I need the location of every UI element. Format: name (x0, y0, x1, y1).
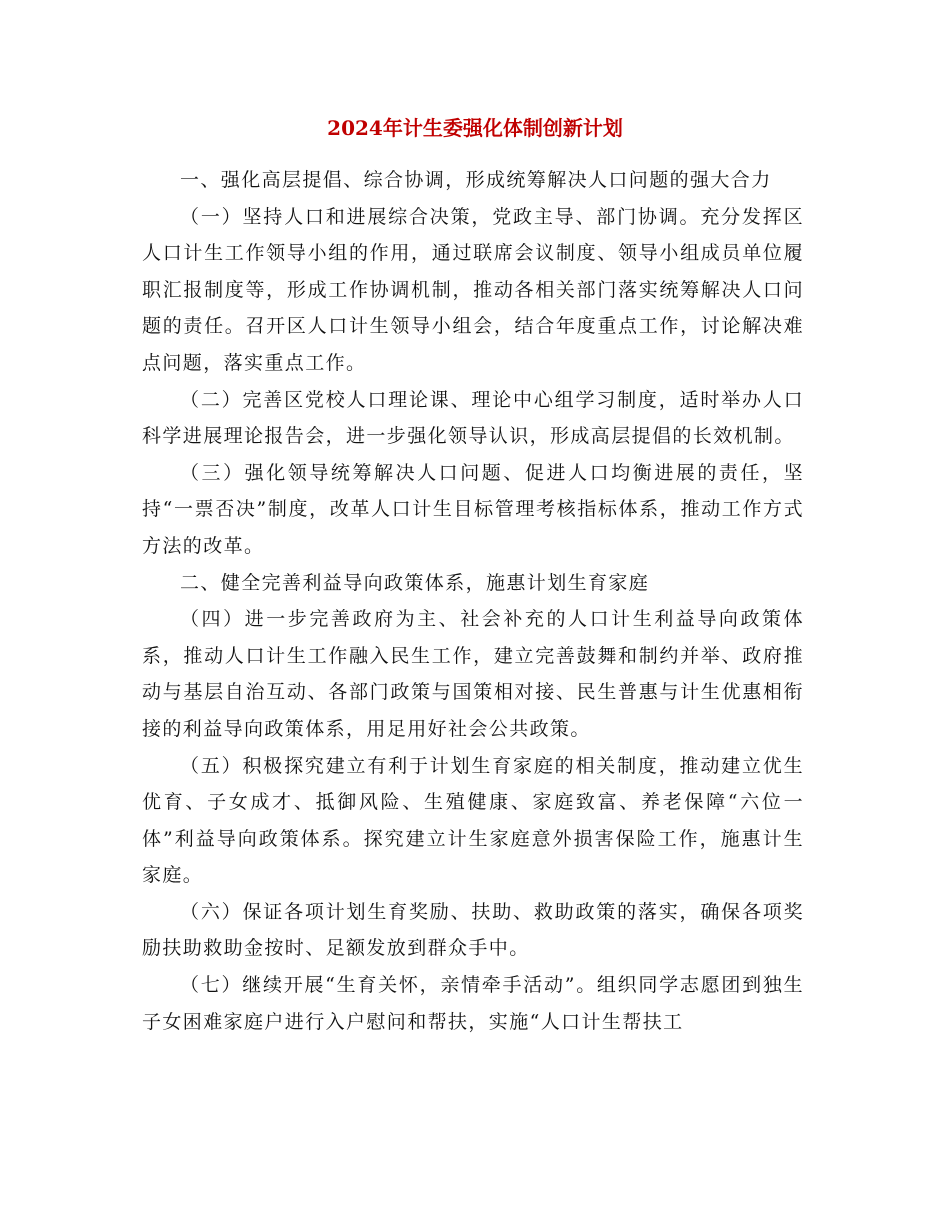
heading-section-2: 二、健全完善利益导向政策体系，施惠计划生育家庭 (180, 571, 650, 594)
paragraph-item-2: （二）完善区党校人口理论课、理论中心组学习制度，适时举办人口科学进展理论报告会，进一步强化领导认识，形成高层提倡的长效机制。 (142, 388, 804, 448)
paragraph-item-5: （五）积极探究建立有利于计划生育家庭的相关制度，推动建立优生优育、子女成才、抵御风险、生殖健康、家庭致富、养老保障“六位一体”利益导向政策体系。探究建立计生家庭意外损害保险工作，施惠计生家庭。 (142, 754, 804, 887)
paragraph-item-6: （六）保证各项计划生育奖励、扶助、救助政策的落实，确保各项奖励扶助救助金按时、足额发放到群众手中。 (142, 900, 804, 960)
paragraph-item-4: （四）进一步完善政府为主、社会补充的人口计生利益导向政策体系，推动人口计生工作融入民生工作，建立完善鼓舞和制约并举、政府推动与基层自治互动、各部门政策与国策相对接、民生普惠与计生优惠相衔接的利益导向政策体系，用足用好社会公共政策。 (142, 608, 804, 740)
paragraph-item-7: （七）继续开展“生育关怀，亲情牵手活动”。组织同学志愿团到独生子女困难家庭户进行入户慰问和帮扶，实施“人口计生帮扶工 (142, 974, 804, 1033)
paragraph-item-1: （一）坚持人口和进展综合决策，党政主导、部门协调。充分发挥区人口计生工作领导小组的作用，通过联席会议制度、领导小组成员单位履职汇报制度等，形成工作协调机制，推动各相关部门落实统筹解决人口问题的责任。召开区人口计生领导小组会，结合年度重点工作，讨论解决难点问题，落实重点工作。 (142, 205, 804, 374)
heading-section-1: 一、强化高层提倡、综合协调，形成统筹解决人口问题的强大合力 (180, 169, 772, 191)
document-title: 2024年计生委强化体制创新计划 (327, 116, 623, 140)
document-body (142, 162, 804, 1040)
paragraph-item-3: （三）强化领导统筹解决人口问题、促进人口均衡进展的责任，坚持“一票否决”制度，改革人口计生目标管理考核指标体系，推动工作方式方法的改革。 (142, 461, 804, 557)
